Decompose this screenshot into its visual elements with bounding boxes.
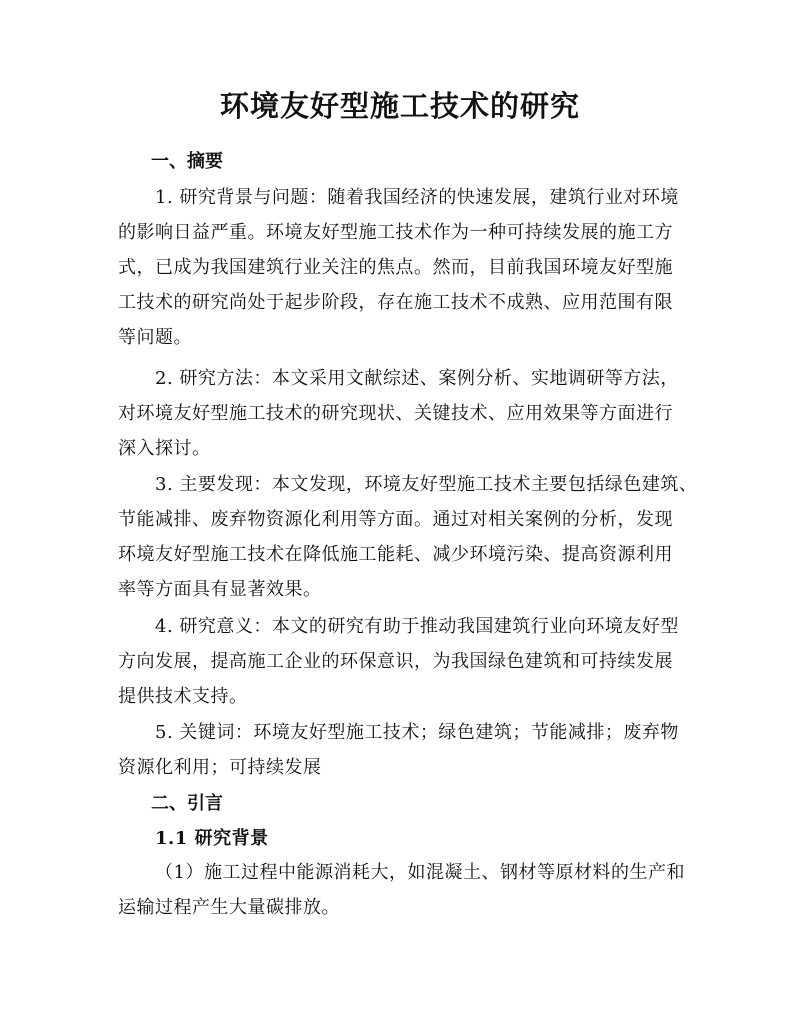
text-line: 方向发展，提高施工企业的环保意识，为我国绿色建筑和可持续发展 (118, 651, 673, 672)
text-line: 2. 研究方法：本文采用文献综述、案例分析、实地调研等方法， (155, 368, 679, 389)
text-line: 运输过程产生大量碳排放。 (118, 897, 340, 918)
text-line: 节能减排、废弃物资源化利用等方面。通过对相关案例的分析，发现 (118, 509, 673, 530)
text-line: 5. 关键词：环境友好型施工技术；绿色建筑；节能减排；废弃物 (155, 722, 679, 743)
text-line: 率等方面具有显著效果。 (118, 579, 322, 600)
text-line: 资源化利用；可持续发展 (118, 757, 322, 778)
document-title: 环境友好型施工技术的研究 (219, 89, 580, 123)
text-line: 的影响日益严重。环境友好型施工技术作为一种可持续发展的施工方 (118, 222, 673, 243)
abstract-paragraph-2 (118, 361, 690, 466)
abstract-paragraph-3 (118, 467, 698, 607)
text-line: 提供技术支持。 (118, 686, 248, 707)
text-line: 式，已成为我国建筑行业关注的焦点。然而，目前我国环境友好型施 (118, 257, 673, 278)
text-line: 4. 研究意义：本文的研究有助于推动我国建筑行业向环境友好型 (155, 616, 679, 637)
text-line: 深入探讨。 (118, 438, 211, 459)
abstract-paragraph-1 (118, 180, 690, 355)
intro-heading: 二、引言 (151, 793, 223, 814)
text-line: 工技术的研究尚处于起步阶段，存在施工技术不成熟、应用范围有限 (118, 292, 673, 313)
abstract-heading: 一、摘要 (151, 151, 223, 172)
text-line: 3. 主要发现：本文发现，环境友好型施工技术主要包括绿色建筑、 (155, 474, 698, 495)
text-line: 对环境友好型施工技术的研究现状、关键技术、应用效果等方面进行 (118, 403, 673, 424)
text-line: 环境友好型施工技术在降低施工能耗、减少环境污染、提高资源利用 (118, 544, 673, 565)
abstract-paragraph-4 (118, 609, 690, 714)
text-line: （1）施工过程中能源消耗大，如混凝土、钢材等原材料的生产和 (155, 862, 685, 883)
abstract-paragraph-5 (118, 715, 690, 785)
background-heading: 1.1 研究背景 (155, 828, 269, 849)
text-line: 等问题。 (118, 327, 192, 348)
intro-paragraph-1 (118, 855, 690, 925)
text-line: 1. 研究背景与问题：随着我国经济的快速发展，建筑行业对环境 (155, 187, 679, 208)
